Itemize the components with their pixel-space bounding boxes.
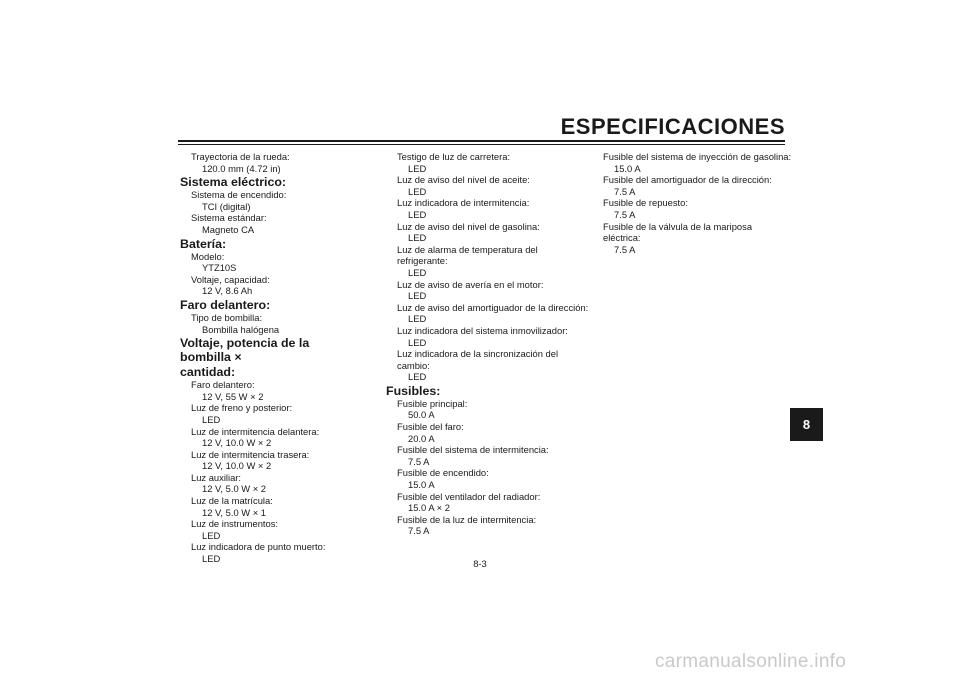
watermark: carmanualsonline.info (655, 651, 847, 672)
spec-label: Modelo: (191, 250, 225, 262)
spec-label: Luz de la matrícula: (191, 495, 273, 507)
spec-label: Sistema de encendido: (191, 189, 287, 201)
spec-label: Fusible principal: (397, 397, 468, 409)
spec-value: LED (202, 553, 221, 565)
section-heading: Sistema eléctrico: (180, 175, 287, 190)
spec-label: Testigo de luz de carretera: (397, 151, 511, 162)
spec-value: YTZ10S (202, 262, 237, 274)
spec-value: 7.5 A (614, 185, 636, 197)
spec-value: Bombilla halógena (202, 323, 280, 335)
spec-column-2 (386, 151, 591, 537)
title-rule-thin (178, 144, 785, 145)
spec-value: LED (408, 313, 427, 325)
spec-label: Luz de freno y posterior: (191, 402, 293, 414)
spec-label: Luz indicadora de intermitencia: (397, 197, 530, 209)
spec-label: Luz indicadora de la sincronización del (397, 348, 559, 360)
spec-label: Faro delantero: (191, 379, 255, 391)
spec-label: Voltaje, capacidad: (191, 273, 270, 285)
section-heading: Faro delantero: (180, 297, 271, 312)
spec-value: 12 V, 5.0 W × 1 (202, 506, 267, 518)
section-heading: cantidad: (180, 365, 236, 380)
spec-value: 7.5 A (614, 243, 636, 255)
spec-value: 7.5 A (614, 208, 636, 220)
spec-value: LED (408, 162, 427, 174)
spec-value: 7.5 A (408, 525, 430, 537)
spec-value: Magneto CA (202, 223, 255, 235)
spec-label: Luz auxiliar: (191, 471, 242, 483)
title-rule-thick (178, 140, 785, 142)
spec-value: 50.0 A (408, 409, 435, 421)
section-heading: Fusibles: (386, 383, 441, 398)
spec-label: Fusible del amortiguador de la dirección: (603, 174, 772, 186)
spec-value: LED (408, 336, 427, 348)
page-title: ESPECIFICACIONES (560, 114, 785, 139)
spec-label: Luz de instrumentos: (191, 518, 279, 530)
spec-label: Fusible de la válvula de la mariposa eléctrica: (603, 220, 753, 244)
spec-label: Luz de aviso del nivel de aceite: (397, 174, 530, 186)
spec-value: 12 V, 5.0 W × 2 (202, 483, 267, 495)
spec-label: Fusible de repuesto: (603, 197, 688, 209)
spec-value: 15.0 A × 2 (408, 502, 450, 514)
spec-value: LED (408, 266, 427, 278)
spec-label: Fusible de la luz de intermitencia: (397, 513, 537, 525)
spec-value: LED (408, 371, 427, 383)
spec-label: Luz de aviso de avería en el motor: (397, 278, 544, 290)
spec-label: Tipo de bombilla: (191, 311, 263, 323)
spec-label: Luz de alarma de temperatura del (397, 243, 538, 255)
spec-value: LED (408, 290, 427, 302)
spec-label: Luz indicadora de punto muerto: (191, 541, 326, 553)
page-number: 8-3 (473, 558, 487, 569)
spec-value: 12 V, 10.0 W × 2 (202, 437, 272, 449)
spec-value: 12 V, 8.6 Ah (202, 285, 253, 297)
spec-label: Sistema estándar: (191, 212, 267, 224)
spec-label: Luz de intermitencia delantera: (191, 425, 320, 437)
spec-value: 15.0 A (614, 162, 641, 174)
spec-label: Luz de intermitencia trasera: (191, 448, 310, 460)
spec-value: LED (202, 529, 221, 541)
section-heading: Batería: (180, 236, 227, 251)
spec-label: Fusible del faro: (397, 421, 464, 433)
spec-column-3 (592, 151, 792, 255)
spec-value: 120.0 mm (4.72 in) (202, 162, 281, 174)
spec-label: refrigerante: (397, 255, 448, 267)
spec-value: 12 V, 10.0 W × 2 (202, 460, 272, 472)
spec-value: 20.0 A (408, 432, 435, 444)
spec-label: Trayectoria de la rueda: (191, 151, 290, 162)
spec-label: cambio: (397, 359, 430, 371)
spec-label: Fusible de encendido: (397, 467, 489, 479)
spec-label: Luz de aviso del amortiguador de la dirección: (397, 301, 589, 313)
section-heading: Voltaje, potencia de la bombilla × (180, 336, 310, 365)
spec-value: 15.0 A (408, 479, 435, 491)
spec-value: LED (202, 413, 221, 425)
spec-label: Luz de aviso del nivel de gasolina: (397, 220, 540, 232)
spec-value: LED (408, 208, 427, 220)
spec-value: 7.5 A (408, 455, 430, 467)
section-tab: 8 (790, 408, 823, 441)
spec-label: Luz indicadora del sistema inmovilizador: (397, 324, 568, 336)
spec-column-1 (180, 151, 360, 565)
spec-label: Fusible del sistema de intermitencia: (397, 444, 549, 456)
spec-label: Fusible del sistema de inyección de gasolina: (603, 151, 792, 162)
spec-value: TCI (digital) (202, 200, 251, 212)
spec-value: LED (408, 232, 427, 244)
spec-label: Fusible del ventilador del radiador: (397, 490, 541, 502)
spec-value: 12 V, 55 W × 2 (202, 390, 264, 402)
spec-value: LED (408, 185, 427, 197)
